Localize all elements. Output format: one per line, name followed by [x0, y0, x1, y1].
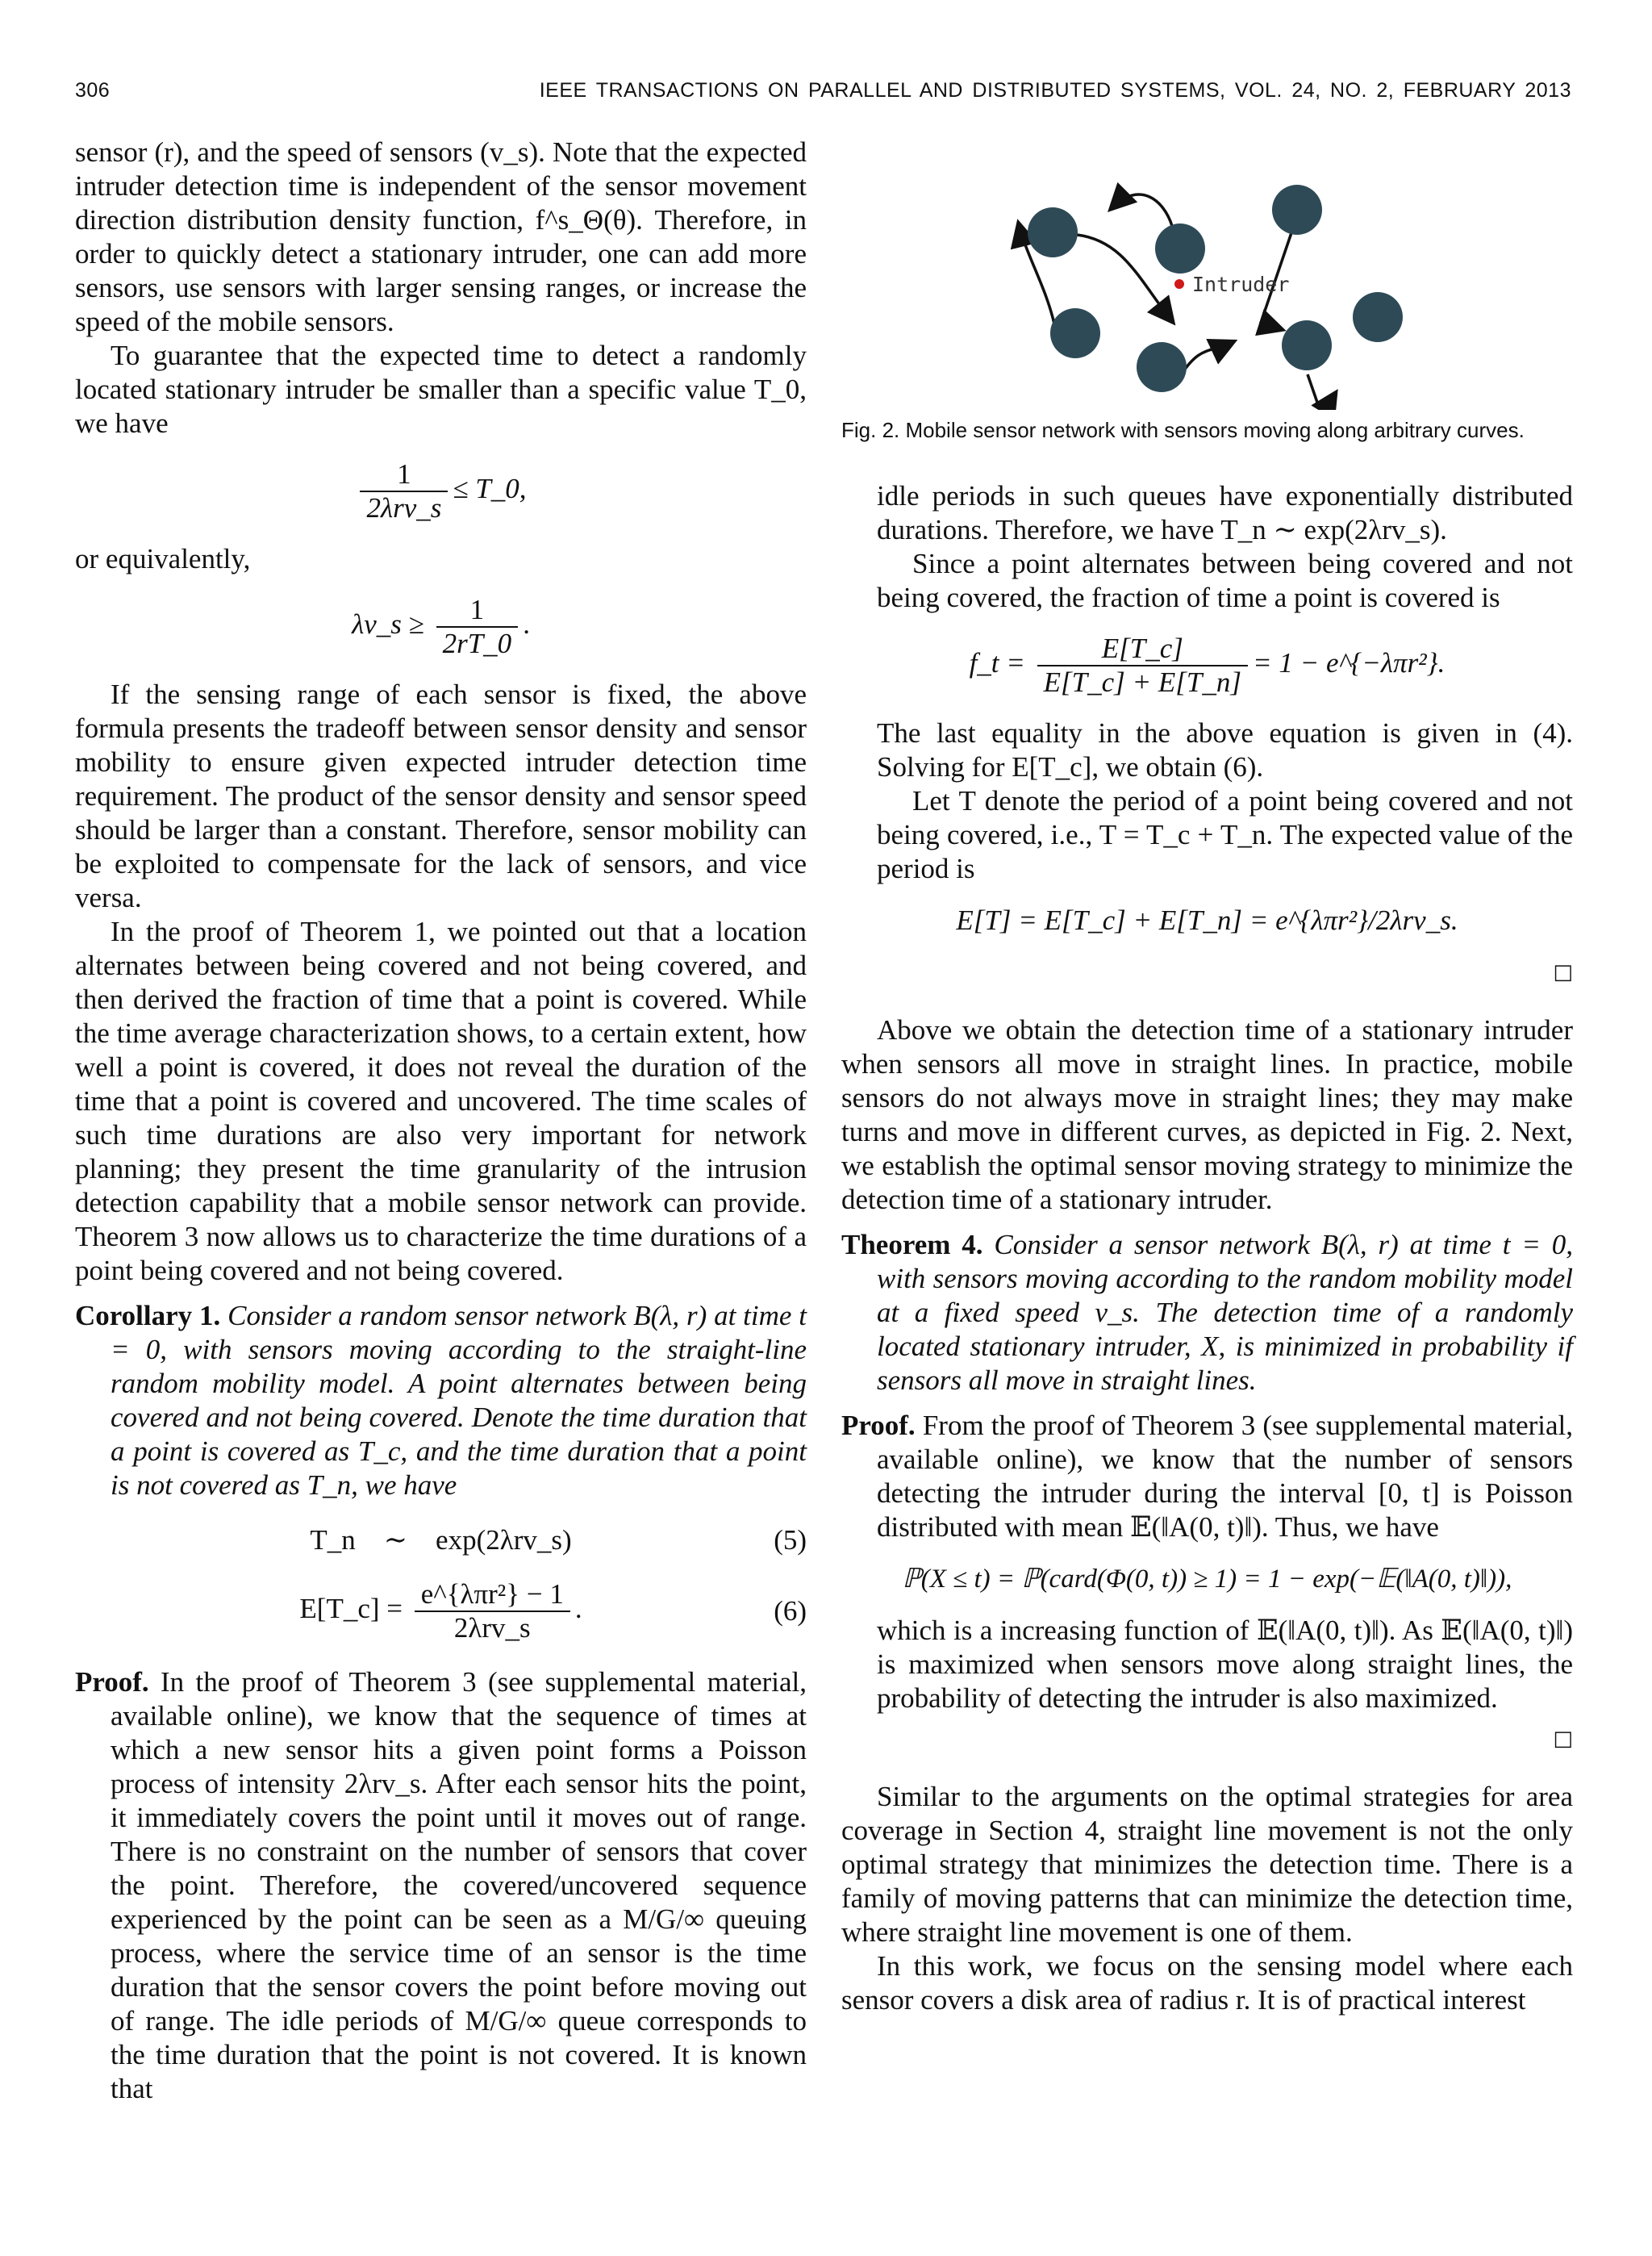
- corollary-heading: Corollary 1.: [75, 1300, 221, 1331]
- fraction: $\frac{1}{2rT\_0}$: [436, 594, 519, 660]
- sensor-node: [1050, 308, 1100, 358]
- sensor-node: [1028, 207, 1078, 257]
- intruder-dot: [1174, 279, 1184, 289]
- paragraph: The last equality in the above equation is given in (4). Solving for E[T_c], we obtain (6).: [877, 717, 1573, 783]
- fraction: $\frac{\text{e\textasciicircum{}\{λπr²\} − 1}}{\text{2λrv\_s}}$: [415, 1578, 570, 1644]
- sensor-path: [1180, 342, 1233, 376]
- fraction: $\frac{1}{\text{2λrv\_s}}$: [360, 458, 448, 524]
- figure-caption: Fig. 2. Mobile sensor network with sensors moving along arbitrary curves.: [841, 418, 1525, 442]
- equation-5: T_n ∼ exp(2λrv_s) (5): [310, 1524, 807, 1556]
- left-column: [75, 136, 807, 2106]
- sensor-node: [1137, 342, 1187, 392]
- paragraph: idle periods in such queues have exponentially distributed durations. Therefore, we have T_n ∼ exp(2λrv_s).: [877, 480, 1573, 545]
- equation-fraction-covered: f_t = $\frac{E[T\_c]}{E[T\_c] + E[T\_n]}$ = 1 − e^{−λπr²}.: [969, 633, 1446, 698]
- proof-body: From the proof of Theorem 3 (see supplemental material, available online), we know that the number of sensors detecting the intruder during the interval [0, t] is Poisson distributed with mean 𝔼(‖A(0, t)‖). Thus, we have: [877, 1410, 1574, 1543]
- proof-corollary-1: [75, 1665, 807, 2106]
- equation-probability: ℙ(X ≤ t) = ℙ(card(Φ(0, t)) ≥ 1) = 1 − exp(−𝔼(‖A(0, t)‖)),: [902, 1565, 1512, 1594]
- equation-number: (5): [774, 1524, 807, 1556]
- proof-heading: Proof.: [841, 1410, 916, 1441]
- theorem-4: [841, 1228, 1573, 1397]
- paragraph: Let T denote the period of a point being covered and not being covered, i.e., T = T_c + T_n. The expected value of the period is: [877, 785, 1573, 884]
- sensor-node: [1282, 320, 1332, 370]
- mobile-sensor-figure: [841, 136, 1573, 410]
- equation-detection-bound: $\frac{1}{\text{2λrv\_s}}$ ≤ T_0,: [75, 458, 807, 524]
- paragraph: Since a point alternates between being covered and not being covered, the fraction of time a point is covered is: [877, 548, 1573, 613]
- paragraph: which is a increasing function of 𝔼(‖A(0, t)‖). As 𝔼(‖A(0, t)‖) is maximized when sensors move along straight lines, the probability of detecting the intruder is also maximized.: [877, 1615, 1573, 1714]
- paragraph: or equivalently,: [75, 543, 251, 574]
- sensor-node: [1272, 185, 1322, 235]
- paragraph: To guarantee that the expected time to detect a randomly located stationary intruder be smaller than a specific value T_0, we have: [75, 340, 807, 439]
- paragraph: Similar to the arguments on the optimal strategies for area coverage in Section 4, straight line movement is not the only optimal strategy that minimizes the detection time. There is a family of moving patterns that can minimize the detection time, where straight line movement is one of them.: [841, 1781, 1573, 1948]
- fraction: $\frac{E[T\_c]}{E[T\_c] + E[T\_n]}$: [1037, 633, 1248, 699]
- qed-symbol: □: [1553, 1727, 1573, 1751]
- equation-6: E[T_c] = $\frac{\text{e\textasciicircum{}\{λπr²\} − 1}}{\text{2λrv\_s}}$ . (6): [299, 1578, 807, 1644]
- page-number: 306: [75, 79, 111, 102]
- equation-number: (6): [774, 1595, 807, 1627]
- proof-theorem-4: [841, 1409, 1573, 1544]
- paragraph: Above we obtain the detection time of a stationary intruder when sensors all move in straight lines. In practice, mobile sensors do not always move in straight lines; they may make turns and move in different curves, as depicted in Fig. 2. Next, we establish the optimal sensor moving strategy to minimize the detection time of a stationary intruder.: [841, 1014, 1573, 1215]
- figure-2: [841, 136, 1573, 410]
- running-header: [75, 79, 1571, 111]
- intruder-label: Intruder: [1192, 273, 1290, 296]
- paragraph: sensor (r), and the speed of sensors (v_s). Note that the expected intruder detection time is independent of the sensor movement direction distribution density function, f^s_Θ(θ). Therefore, in order to quickly detect a stationary intruder, one can add more sensors, use sensors with larger sensing ranges, or increase the speed of the mobile sensors.: [75, 136, 807, 337]
- sensor-path: [1112, 194, 1172, 226]
- proof-heading: Proof.: [75, 1666, 149, 1698]
- sensor-path: [1308, 374, 1321, 410]
- paragraph: In this work, we focus on the sensing model where each sensor covers a disk area of radius r. It is of practical interest: [841, 1950, 1573, 2016]
- corollary-body: Consider a random sensor network B(λ, r) at time t = 0, with sensors moving according to the straight-line random mobility model. A point alternates between being covered and not being covered. Denote the time duration that a point is covered as T_c, and the time duration that a point is not covered as T_n, we have: [111, 1300, 807, 1501]
- paragraph: If the sensing range of each sensor is fixed, the above formula presents the tradeoff between sensor density and sensor mobility to ensure given expected intruder detection time requirement. The product of the sensor density and sensor speed should be larger than a constant. Therefore, sensor mobility can be exploited to compensate for the lack of sensors, and vice versa.: [75, 679, 807, 913]
- corollary-1: [75, 1299, 807, 1502]
- equation-density-speed: λv_s ≥ $\frac{1}{2rT\_0}$ .: [352, 594, 530, 659]
- theorem-heading: Theorem 4.: [841, 1229, 983, 1260]
- sensor-node: [1353, 292, 1403, 342]
- sensor-node: [1155, 224, 1205, 274]
- theorem-body: Consider a sensor network B(λ, r) at time t = 0, with sensors moving according to the random mobility model at a fixed speed v_s. The detection time of a randomly located stationary intruder, X, is minimized in probability if sensors all move in straight lines.: [877, 1229, 1574, 1396]
- paragraph: In the proof of Theorem 1, we pointed out that a location alternates between being covered and not being covered, and then derived the fraction of time that a point is covered. While the time average characterization shows, to a certain extent, how well a point is covered, it does not reveal the duration of the time that a point is covered and uncovered. The time scales of such time durations are also very important for network planning; they present the time granularity of the intrusion detection capability that a mobile sensor network can provide. Theorem 3 now allows us to characterize the time durations of a point being covered and not being covered.: [75, 916, 807, 1286]
- journal-header: IEEE TRANSACTIONS ON PARALLEL AND DISTRIBUTED SYSTEMS, VOL. 24, NO. 2, FEBRUARY 2013: [539, 79, 1571, 102]
- proof-body: In the proof of Theorem 3 (see supplemental material, available online), we know that the sequence of times at which a new sensor hits a given point forms a Poisson process of intensity 2λrv_s. After each sensor hits the point, it immediately covers the point until it moves out of range. There is no constraint on the number of sensors that cover the point. Therefore, the covered/uncovered sequence experienced by the point can be seen as a M/G/∞ queuing process, where the service time of an sensor is the time duration that the sensor covers the point before moving out of range. The idle periods of M/G/∞ queue corresponds to the time duration that the point is not covered. It is known that: [111, 1666, 807, 2104]
- right-column: [841, 136, 1573, 2017]
- equation-period: E[T] = E[T_c] + E[T_n] = e^{λπr²}/2λrv_s.: [956, 904, 1458, 936]
- qed-symbol: □: [1553, 960, 1573, 984]
